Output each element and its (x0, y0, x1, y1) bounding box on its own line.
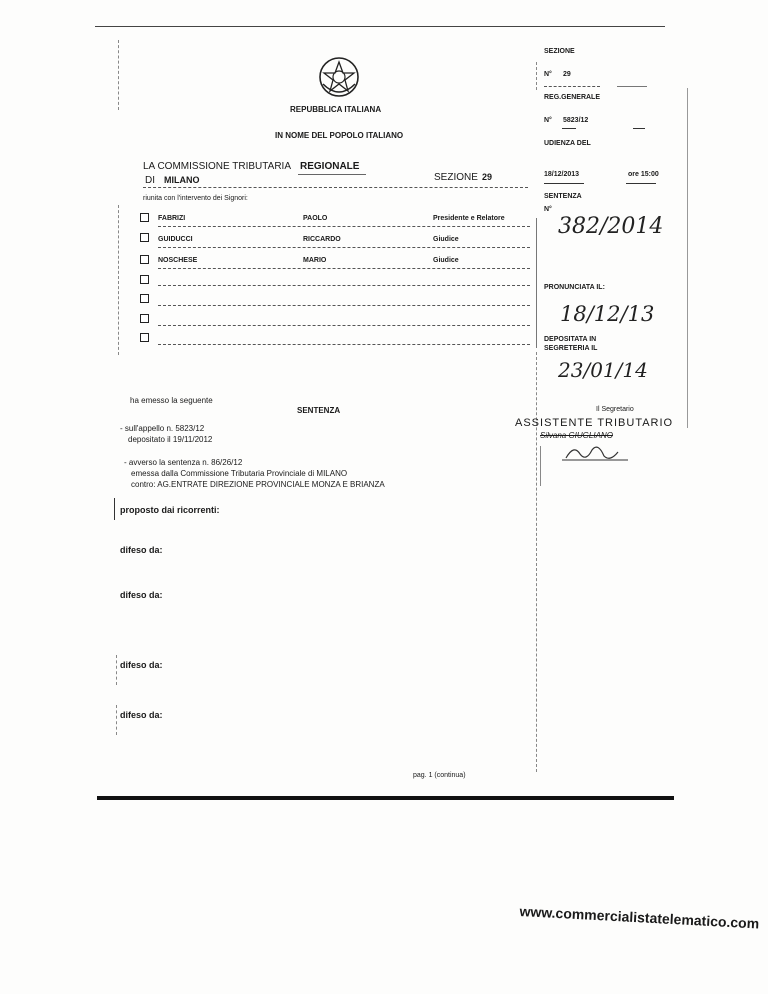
difeso-label-3: difeso da: (120, 660, 163, 670)
avverso-line-2: emessa dalla Commissione Tributaria Provinciale di MILANO (131, 469, 348, 478)
difeso-label-1: difeso da: (120, 545, 163, 555)
in-name-heading: IN NOME DEL POPOLO ITALIANO (275, 131, 404, 140)
avverso-line-1: - avverso la sentenza n. 86/26/12 (124, 458, 243, 467)
member-role: Giudice (433, 236, 459, 243)
member-checkbox-6[interactable] (140, 314, 149, 323)
udienza-time: ore 15:00 (628, 171, 659, 178)
proposto-label: proposto dai ricorrenti: (120, 505, 220, 515)
commission-prefix: LA COMMISSIONE TRIBUTARIA (143, 161, 291, 172)
emesso-text: ha emesso la seguente (130, 396, 213, 405)
commission-type: REGIONALE (300, 161, 360, 172)
sezione-inline-value: 29 (482, 172, 493, 182)
republic-heading: REPUBBLICA ITALIANA (290, 105, 382, 114)
pronunciata-label: PRONUNCIATA IL: (544, 284, 605, 291)
depositata-handwritten: 23/01/14 (558, 358, 648, 382)
stamp-name: Silvana GIUGLIANO (540, 431, 613, 440)
member-checkbox-5[interactable] (140, 294, 149, 303)
depositata-label: DEPOSITATA IN (544, 336, 597, 343)
member-surname: NOSCHESE (158, 257, 198, 264)
di-label: DI (145, 175, 155, 186)
member-name: RICCARDO (303, 236, 341, 243)
member-checkbox-4[interactable] (140, 275, 149, 284)
member-checkbox-2[interactable] (140, 233, 149, 242)
appello-line-1: - sull'appello n. 5823/12 (120, 424, 205, 433)
member-name: PAOLO (303, 215, 328, 222)
pronunciata-handwritten: 18/12/13 (560, 302, 655, 326)
reg-generale-label: REG.GENERALE (544, 94, 601, 101)
italian-republic-emblem (318, 56, 360, 98)
sezione-no-label: N° (544, 71, 552, 78)
panel-intro: riunita con l'intervento dei Signori: (143, 195, 248, 202)
bottom-band (97, 796, 674, 800)
appello-line-2: depositato il 19/11/2012 (128, 435, 213, 444)
udienza-date: 18/12/2013 (544, 171, 580, 178)
sentenza-title: SENTENZA (297, 406, 341, 415)
watermark-url: www.commercialistatelematico.com (519, 903, 760, 932)
sentenza-no-label: N° (544, 206, 552, 213)
city: MILANO (164, 175, 200, 185)
assistente-stamp: ASSISTENTE TRIBUTARIO (515, 417, 674, 429)
member-checkbox-1[interactable] (140, 213, 149, 222)
sentenza-no-handwritten: 382/2014 (558, 214, 664, 239)
member-role: Presidente e Relatore (433, 215, 505, 222)
segreteria-label: SEGRETERIA IL (544, 345, 598, 352)
member-name: MARIO (303, 257, 327, 264)
reg-no-label: N° (544, 117, 552, 124)
difeso-label-4: difeso da: (120, 710, 163, 720)
avverso-line-3: contro: AG.ENTRATE DIREZIONE PROVINCIALE MONZA E BRIANZA (131, 480, 385, 489)
page-number: pag. 1 (continua) (413, 772, 466, 779)
member-surname: GUIDUCCI (158, 236, 193, 243)
member-surname: FABRIZI (158, 215, 186, 222)
sezione-no-value: 29 (563, 71, 571, 78)
segretario-label: Il Segretario (596, 406, 634, 413)
sezione-inline-label: SEZIONE (434, 172, 478, 183)
segretario-signature (560, 442, 630, 464)
sezione-label: SEZIONE (544, 48, 575, 55)
difeso-label-2: difeso da: (120, 590, 163, 600)
sentenza-label: SENTENZA (544, 193, 582, 200)
member-checkbox-3[interactable] (140, 255, 149, 264)
member-checkbox-7[interactable] (140, 333, 149, 342)
udienza-label: UDIENZA DEL (544, 140, 591, 147)
member-role: Giudice (433, 257, 459, 264)
reg-no-value: 5823/12 (563, 117, 589, 124)
